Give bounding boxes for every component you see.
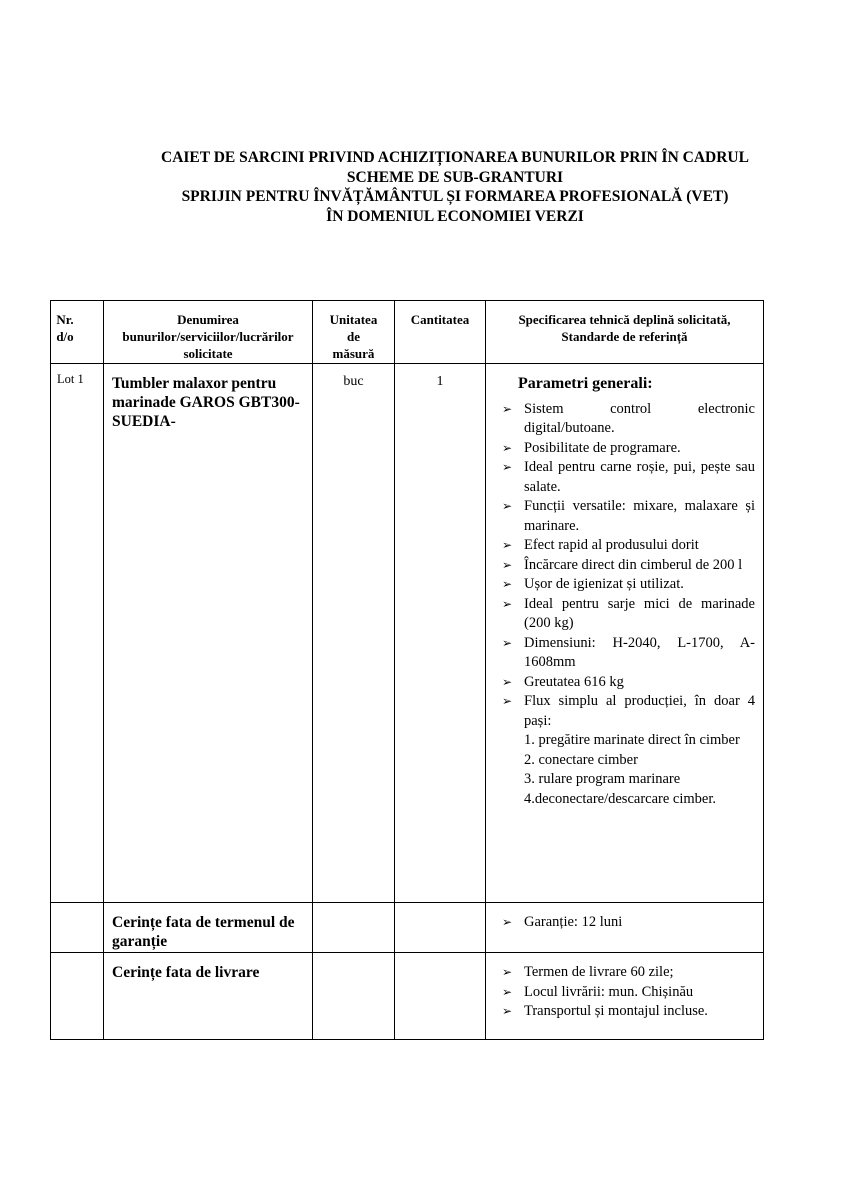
list-item	[498, 595, 755, 634]
arrow-bullet-icon: ➢	[502, 635, 513, 650]
arrow-bullet-icon: ➢	[502, 460, 513, 474]
list-item-text: Ideal pentru sarje mici de marinade (200 kg)	[524, 595, 755, 631]
header-nr: Nr. d/o	[51, 301, 104, 364]
arrow-bullet-icon: ➢	[502, 1004, 513, 1018]
arrow-bullet-icon: ➢	[502, 538, 513, 552]
arrow-bullet-icon: ➢	[502, 577, 513, 591]
list-item	[498, 1002, 755, 1022]
lot-number: Lot 1	[51, 364, 104, 903]
list-item	[498, 983, 755, 1003]
list-item-text: Transportul și montajul incluse.	[524, 1003, 708, 1019]
livrare-label: Cerințe fata de livrare	[104, 953, 313, 1040]
list-item-text: Greutatea 616 kg	[524, 673, 624, 690]
arrow-bullet-icon: ➢	[502, 965, 513, 979]
list-item-text: Sistem control electronic digital/butoane.	[524, 400, 755, 436]
livrare-specs	[486, 953, 764, 1040]
list-item-text: Locul livrării: mun. Chișinău	[524, 983, 694, 1000]
document-title	[50, 148, 849, 226]
arrow-bullet-icon: ➢	[502, 674, 513, 689]
garantie-label: Cerințe fata de termenul de garanție	[104, 903, 313, 953]
arrow-bullet-icon: ➢	[502, 694, 513, 708]
livrare-list	[498, 963, 755, 1022]
list-item	[498, 556, 755, 576]
technical-specs	[486, 364, 764, 903]
list-item-text: Funcții versatile: mixare, malaxare și marinare.	[524, 498, 755, 534]
quantity: 1	[395, 364, 486, 903]
process-step: 4.deconectare/descarcare cimber.	[524, 790, 716, 807]
arrow-bullet-icon: ➢	[502, 596, 513, 611]
list-item-text: Flux simplu al producției, în doar 4 pași:	[524, 693, 755, 729]
title-line-3: SPRIJIN PENTRU ÎNVĂȚĂMÂNTUL ȘI FORMAREA PROFESIONALĂ (VET)	[181, 188, 729, 205]
arrow-bullet-icon: ➢	[502, 984, 513, 999]
list-item-text: Termen de livrare 60 zile;	[524, 964, 674, 980]
spec-bullet-list	[498, 400, 755, 732]
arrow-bullet-icon: ➢	[502, 401, 513, 416]
header-specificare: Specificarea tehnică deplină solicitată, Standarde de referință	[486, 301, 764, 364]
table-row-garantie	[51, 903, 764, 953]
list-item	[498, 913, 755, 933]
list-item-text: Încărcare direct din cimberul de 200 l	[524, 556, 743, 573]
process-steps	[498, 731, 755, 809]
process-step: 2. conectare cimber	[524, 751, 638, 768]
list-item	[498, 673, 755, 693]
table-header-row	[51, 301, 764, 364]
arrow-bullet-icon: ➢	[502, 915, 513, 929]
list-item	[498, 458, 755, 497]
list-item-text: Ideal pentru carne roșie, pui, pește sau salate.	[524, 459, 755, 495]
specification-table	[50, 300, 764, 1040]
table-row-lot-1	[51, 364, 764, 903]
title-line-2: SCHEME DE SUB-GRANTURI	[346, 168, 564, 186]
list-item-text: Garanție: 12 luni	[524, 914, 623, 930]
list-item	[498, 536, 755, 556]
header-denumire: Denumirea bunurilor/serviciilor/lucrărilor solicitate	[104, 301, 313, 364]
process-step: 3. rulare program marinare	[524, 771, 681, 787]
process-step: 1. pregătire marinate direct în cimber	[524, 732, 740, 748]
list-item-text: Efect rapid al produsului dorit	[524, 537, 699, 553]
garantie-list	[498, 913, 755, 933]
list-item	[498, 439, 755, 459]
list-item	[498, 634, 755, 673]
arrow-bullet-icon: ➢	[502, 557, 513, 572]
table-row-livrare	[51, 953, 764, 1040]
list-item	[498, 400, 755, 439]
list-item	[498, 575, 755, 595]
header-cantitate: Cantitatea	[395, 301, 486, 364]
product-name: Tumbler malaxor pentru marinade GAROS GBT300- SUEDIA-	[104, 364, 313, 903]
list-item	[498, 497, 755, 536]
list-item-text: Ușor de igienizat și utilizat.	[524, 576, 684, 592]
garantie-specs	[486, 903, 764, 953]
title-line-1: CAIET DE SARCINI PRIVIND ACHIZIȚIONAREA BUNURILOR PRIN ÎN CADRUL	[161, 149, 749, 166]
list-item	[498, 692, 755, 731]
list-item-text: Dimensiuni: H-2040, L-1700, A-1608mm	[524, 634, 755, 670]
header-unitate: Unitatea de măsură	[313, 301, 395, 364]
title-line-4: ÎN DOMENIUL ECONOMIEI VERZI	[326, 207, 584, 225]
arrow-bullet-icon: ➢	[502, 499, 513, 513]
arrow-bullet-icon: ➢	[502, 440, 513, 455]
list-item	[498, 963, 755, 983]
list-item-text: Posibilitate de programare.	[524, 439, 681, 456]
unit-of-measure: buc	[313, 364, 395, 903]
spec-title: Parametri generali:	[518, 375, 653, 392]
